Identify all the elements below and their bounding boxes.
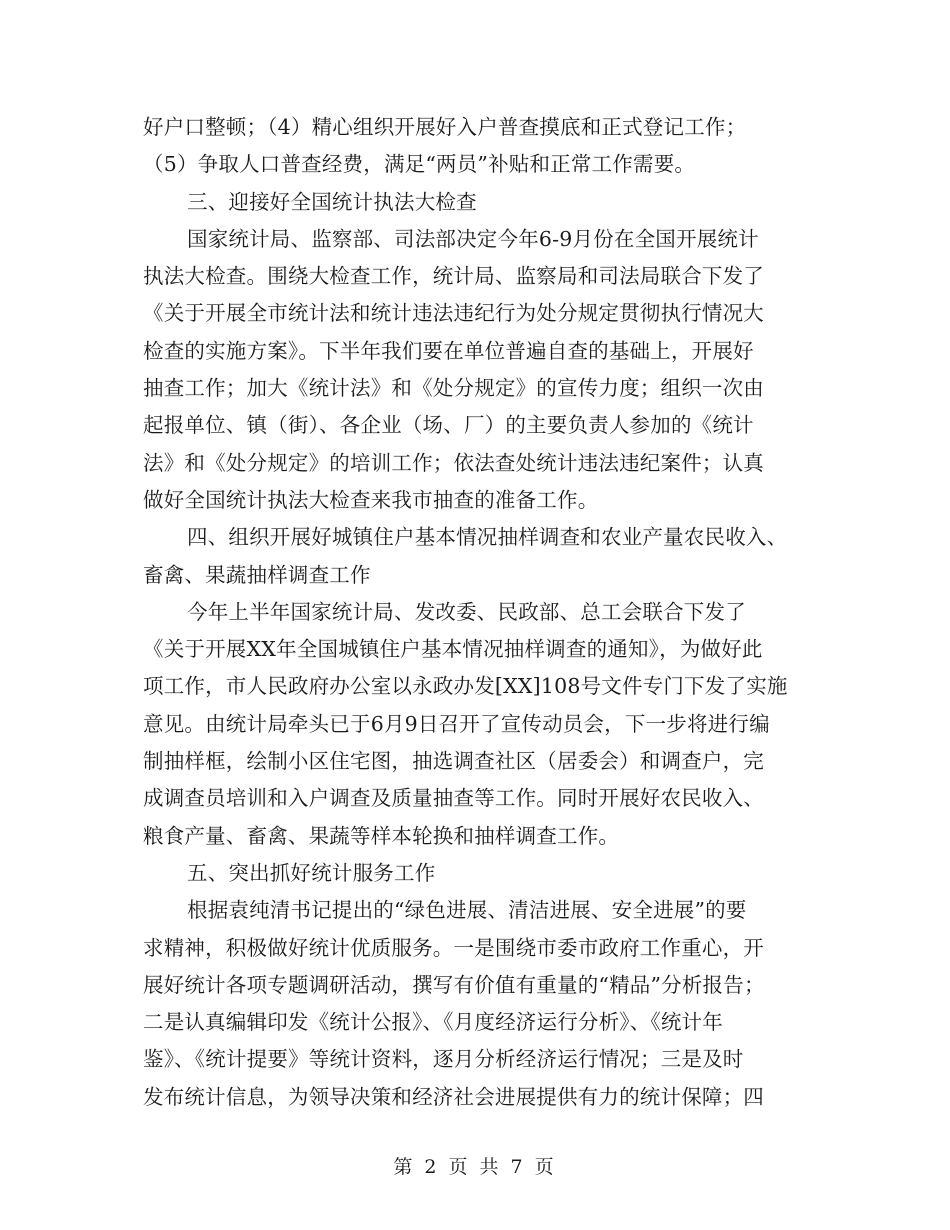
text-line: 畜禽、果蔬抽样调查工作 (143, 562, 371, 587)
text-line: 法》和《处分规定》的培训工作；依法查处统计违法违纪案件；认真 (143, 450, 764, 475)
text-line: （5）争取人口普查经费，满足“两员”补贴和正常工作需要。 (143, 152, 696, 177)
text-line: 发布统计信息，为领导决策和经济社会进展提供有力的统计保障；四 (143, 1084, 764, 1109)
text-line: 制抽样框，绘制小区住宅图，抽选调查社区（居委会）和调查户，完 (143, 749, 764, 774)
text-line: 意见。由统计局牵头已于6月9日召开了宣传动员会，下一步将进行编 (143, 711, 770, 736)
text-line: 起报单位、镇（街）、各企业（场、厂）的主要负责人参加的《统计 (143, 413, 754, 438)
text-line: 五、突出抓好统计服务工作 (187, 860, 436, 885)
text-line: 抽查工作；加大《统计法》和《处分规定》的宣传力度；组织一次由 (143, 376, 764, 401)
text-line: 《关于开展全市统计法和统计违法违纪行为处分规定贯彻执行情况大 (143, 301, 764, 326)
text-line: 二是认真编辑印发《统计公报》、《月度经济运行分析》、《统计年 (143, 1010, 723, 1035)
text-line: 《关于开展XX年全国城镇住户基本情况抽样调查的通知》，为做好此 (143, 637, 763, 662)
page-footer: 第 2 页 共 7 页 (393, 1156, 557, 1178)
text-line: 鉴》、《统计提要》等统计资料，逐月分析经济运行情况；三是及时 (143, 1047, 744, 1072)
text-line: 今年上半年国家统计局、发改委、民政部、总工会联合下发了 (187, 599, 746, 624)
text-line: 粮食产量、畜禽、果蔬等样本轮换和抽样调查工作。 (143, 823, 620, 848)
text-line: 成调查员培训和入户调查及质量抽查等工作。同时开展好农民收入、 (143, 786, 764, 811)
text-line: 求精神，积极做好统计优质服务。一是围绕市委市政府工作重心，开 (143, 935, 764, 960)
text-line: 好户口整顿；（4）精心组织开展好入户普查摸底和正式登记工作； (143, 115, 747, 139)
text-line: 根据袁纯清书记提出的“绿色进展、清洁进展、安全进展”的要 (187, 898, 747, 923)
document-body (143, 109, 813, 1116)
text-line: 检查的实施方案》。下半年我们要在单位普遍自查的基础上，开展好 (143, 338, 754, 363)
text-line: 做好全国统计执法大检查来我市抽查的准备工作。 (143, 487, 599, 512)
text-line: 国家统计局、监察部、司法部决定今年6-9月份在全国开展统计 (187, 226, 759, 251)
text-line: 项工作，市人民政府办公室以永政办发[XX]108号文件专门下发了实施 (143, 674, 788, 699)
text-line: 展好统计各项专题调研活动，撰写有价值有重量的“精品”分析报告； (143, 972, 765, 997)
text-line: 执法大检查。围绕大检查工作，统计局、监察局和司法局联合下发了 (143, 264, 764, 289)
text-line: 四、组织开展好城镇住户基本情况抽样调查和农业产量农民收入、 (187, 525, 788, 550)
text-line: 三、迎接好全国统计执法大检查 (187, 189, 477, 214)
